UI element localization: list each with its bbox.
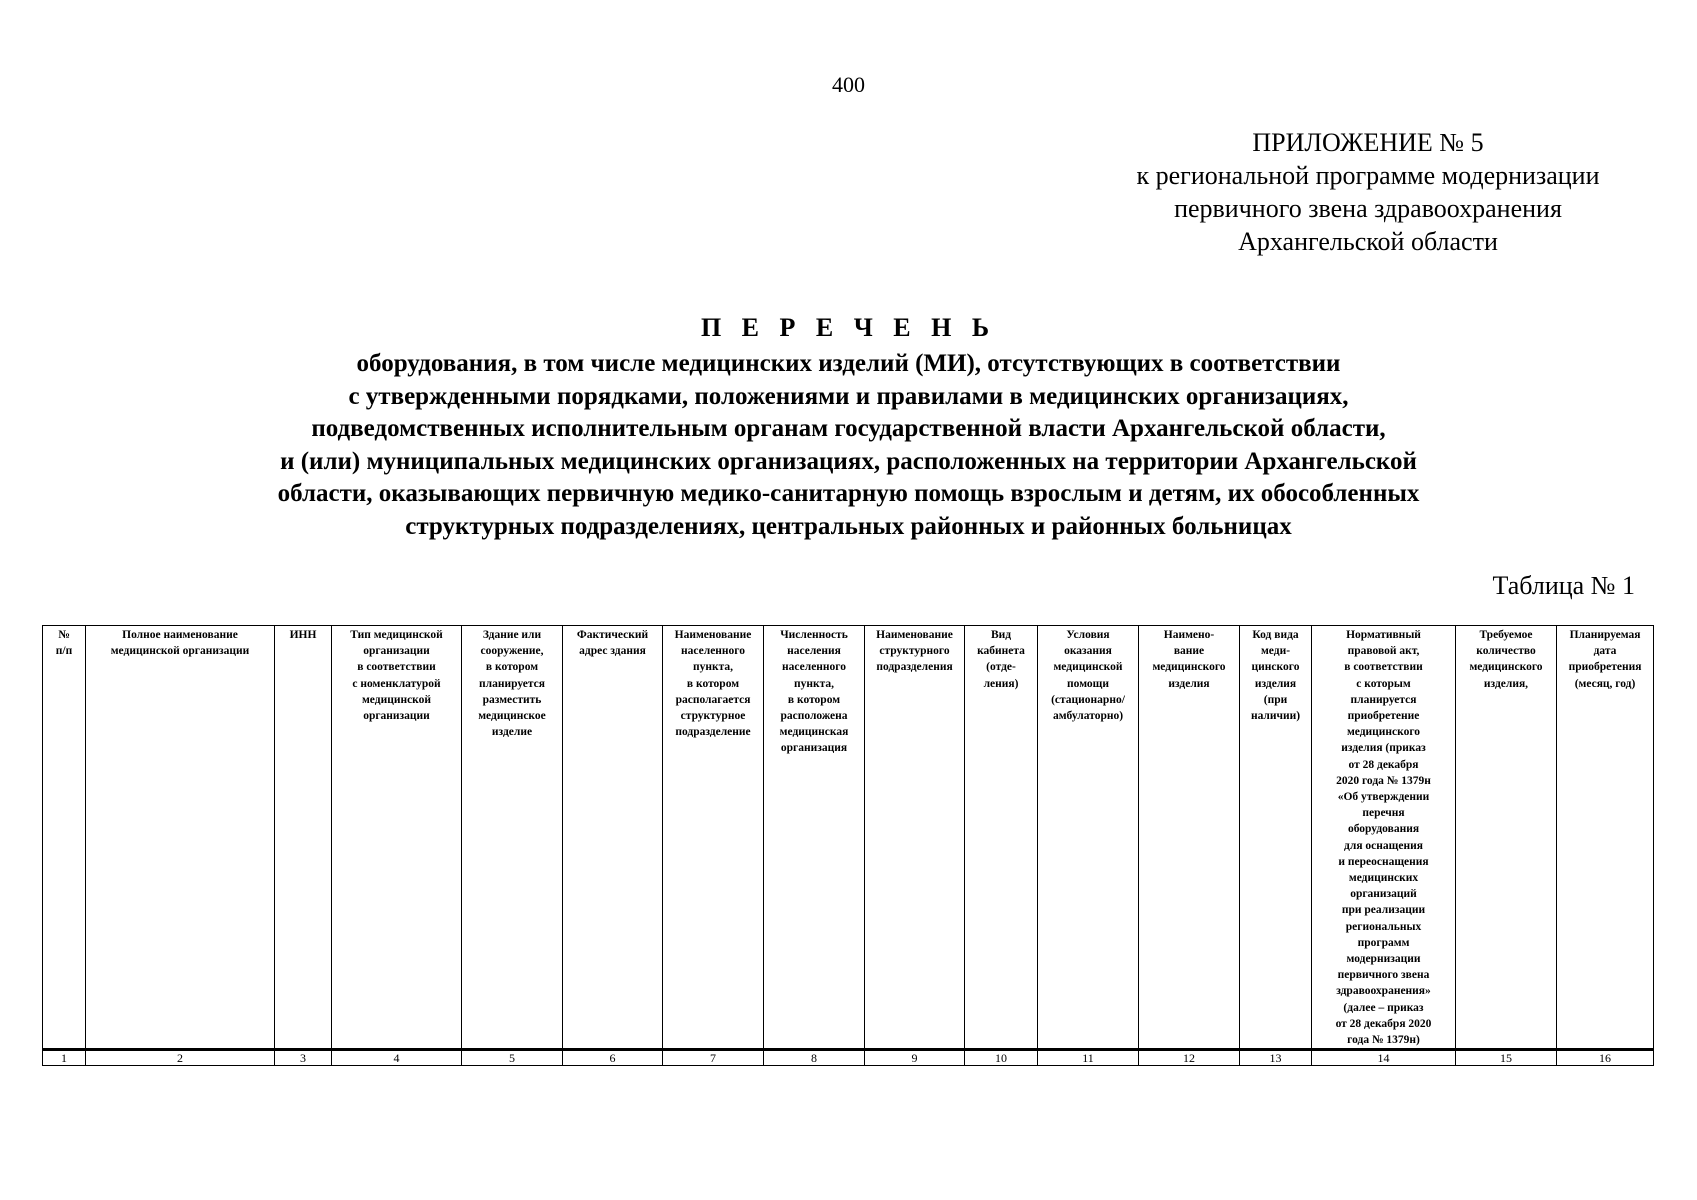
page-number: 400	[832, 72, 865, 97]
column-header-line: подразделения	[876, 661, 953, 674]
column-header-line: Тип медицинской	[350, 629, 443, 641]
column-header-line: медицинской	[361, 693, 432, 706]
column-header-line: первичного звена	[1337, 969, 1430, 982]
column-header-line: (стационарно/	[1051, 693, 1125, 706]
column-header-line: пункта,	[793, 677, 835, 690]
column-header-line: Полное наименование	[122, 629, 238, 641]
column-number-cell: 7	[663, 1050, 764, 1066]
column-header-cell	[1557, 626, 1654, 1050]
column-number-cell: 11	[1038, 1050, 1139, 1066]
column-header-line: изделия,	[1483, 677, 1529, 690]
column-header-line: №	[58, 629, 70, 641]
column-header-line: с которым	[1356, 677, 1411, 690]
column-header-line: модернизации	[1346, 953, 1421, 966]
column-header-cell	[1456, 626, 1557, 1050]
column-header-line: оказания	[1064, 645, 1112, 658]
column-header-line: структурное	[680, 710, 746, 723]
column-header-line: организация	[780, 742, 848, 755]
column-header-line: Требуемое	[1479, 629, 1533, 641]
column-number-row	[43, 1050, 1654, 1066]
table-header-row	[43, 626, 1654, 1050]
column-header-line: помощи	[1067, 677, 1109, 690]
column-header-line: правовой акт,	[1347, 645, 1420, 658]
column-header-line: медицинского	[1346, 726, 1421, 739]
column-header-line: изделия	[1168, 677, 1210, 690]
column-header-line: дата	[1593, 645, 1617, 658]
column-header-line: перечня	[1362, 807, 1405, 820]
column-header-line: Нормативный	[1346, 629, 1421, 641]
column-header-line: программ	[1357, 936, 1410, 949]
column-header-line: изделие	[491, 726, 533, 739]
column-number-cell: 12	[1139, 1050, 1240, 1066]
column-header-line: в котором	[686, 677, 740, 690]
column-header-line: региональных	[1345, 920, 1422, 933]
column-header-cell	[43, 626, 86, 1050]
column-header-line: планируется	[1350, 693, 1417, 706]
column-header-line: «Об утверждении	[1337, 791, 1430, 804]
document-subtitle	[0, 348, 1697, 543]
column-header-line: цинского	[1251, 661, 1300, 674]
column-header-line: Планируемая	[1569, 629, 1641, 641]
column-header-line: вание	[1173, 645, 1205, 658]
column-number-cell: 9	[865, 1050, 965, 1066]
column-header-line: от 28 декабря 2020	[1335, 1017, 1432, 1030]
column-header-line: подразделение	[675, 726, 751, 739]
column-header-line: (отде-	[986, 661, 1016, 674]
appendix-block	[1100, 126, 1636, 258]
column-header-line: медицинского	[1152, 661, 1226, 674]
column-header-line: организации	[363, 710, 430, 723]
subtitle-line: оборудования, в том числе медицинских изделий (МИ), отсутствующих в соответствии	[356, 350, 1341, 377]
column-header-cell	[462, 626, 563, 1050]
column-header-cell	[332, 626, 462, 1050]
column-header-cell	[663, 626, 764, 1050]
column-header-line: оборудования	[1347, 823, 1420, 836]
column-header-line: Вид	[990, 629, 1012, 641]
column-number-cell: 2	[86, 1050, 275, 1066]
column-number-cell: 16	[1557, 1050, 1654, 1066]
column-header-line: года № 1379н)	[1347, 1034, 1420, 1047]
column-header-cell	[764, 626, 865, 1050]
column-header-line: разместить	[482, 693, 542, 706]
appendix-line: Архангельской области	[1238, 227, 1498, 256]
column-header-line: структурного	[879, 645, 950, 658]
column-header-line: Здание или	[482, 629, 542, 641]
column-header-line: организаций	[1350, 888, 1417, 901]
column-header-line: пункта,	[692, 661, 734, 674]
column-header-line: изделия (приказ	[1341, 742, 1426, 755]
column-header-line: изделия	[1254, 677, 1297, 690]
equipment-table	[42, 625, 1654, 1066]
subtitle-line: и (или) муниципальных медицинских организациях, расположенных на территории Архангельской	[280, 447, 1417, 475]
column-number-cell: 1	[43, 1050, 86, 1066]
column-header-line: 2020 года № 1379н	[1336, 774, 1431, 787]
column-header-cell	[1139, 626, 1240, 1050]
column-header-line: (при	[1263, 693, 1288, 706]
column-header-cell	[1038, 626, 1139, 1050]
appendix-line: к региональной программе модернизации	[1136, 161, 1600, 190]
column-header-cell	[965, 626, 1038, 1050]
column-header-line: медицинская	[779, 726, 849, 739]
column-header-cell	[275, 626, 332, 1050]
subtitle-line: с утвержденными порядками, положениями и правилами в медицинских организациях,	[348, 382, 1349, 410]
column-header-line: количество	[1476, 645, 1536, 658]
column-header-line: адрес здания	[579, 645, 646, 658]
column-header-cell	[86, 626, 275, 1050]
column-header-line: медицинской	[1053, 661, 1123, 674]
appendix-line: ПРИЛОЖЕНИЕ № 5	[1252, 128, 1484, 157]
column-header-line: медицинских	[1348, 872, 1419, 885]
column-header-line: медицинской организации	[110, 645, 250, 658]
column-header-line: кабинета	[977, 645, 1025, 658]
column-header-line: в котором	[787, 693, 841, 706]
column-header-line: наличии)	[1250, 710, 1301, 723]
column-header-line: (месяц, год)	[1574, 677, 1636, 690]
subtitle-line: подведомственных исполнительным органам государственной власти Архангельской области,	[311, 415, 1386, 442]
column-header-line: в соответствии	[357, 661, 436, 674]
column-header-line: в котором	[485, 661, 539, 674]
column-header-line: населенного	[782, 661, 846, 674]
column-header-line: населенного	[681, 645, 745, 658]
column-header-line: Численность	[780, 629, 848, 641]
subtitle-line: структурных подразделениях, центральных районных и районных больницах	[405, 512, 1292, 540]
column-number-cell: 3	[275, 1050, 332, 1066]
column-header-line: меди-	[1260, 645, 1291, 658]
column-header-cell	[865, 626, 965, 1050]
column-number-cell: 13	[1240, 1050, 1312, 1066]
column-number-cell: 4	[332, 1050, 462, 1066]
column-header-line: медицинское	[478, 710, 546, 723]
column-header-line: от 28 декабря	[1348, 758, 1419, 771]
column-header-line: организации	[363, 645, 430, 658]
document-title: П Е Р Е Ч Е Н Ь	[700, 313, 997, 342]
column-header-line: Наимено-	[1163, 629, 1215, 641]
column-number-cell: 8	[764, 1050, 865, 1066]
column-header-line: с номенклатурой	[352, 677, 441, 690]
column-header-line: Наименование	[876, 629, 953, 641]
column-header-line: приобретение	[1347, 710, 1420, 723]
column-number-cell: 15	[1456, 1050, 1557, 1066]
column-header-line: при реализации	[1341, 904, 1426, 917]
column-header-line: ления)	[983, 677, 1019, 690]
column-header-line: сооружение,	[480, 645, 544, 658]
column-header-line: ИНН	[289, 629, 317, 641]
appendix-line: первичного звена здравоохранения	[1174, 194, 1562, 223]
column-number-cell: 6	[563, 1050, 663, 1066]
column-header-line: здравоохранения»	[1336, 985, 1431, 998]
column-number-cell: 14	[1312, 1050, 1456, 1066]
column-header-line: в соответствии	[1344, 661, 1423, 674]
column-header-line: Условия	[1066, 629, 1110, 641]
column-header-cell	[563, 626, 663, 1050]
column-header-cell	[1240, 626, 1312, 1050]
column-header-line: располагается	[675, 693, 751, 706]
subtitle-line: области, оказывающих первичную медико-санитарную помощь взрослым и детям, их обособленных	[277, 480, 1420, 507]
column-header-line: Код вида	[1252, 629, 1299, 641]
column-number-cell: 5	[462, 1050, 563, 1066]
column-header-line: расположена	[780, 710, 848, 723]
column-header-line: планируется	[479, 677, 545, 690]
column-header-line: и переоснащения	[1338, 855, 1429, 868]
column-header-line: (далее – приказ	[1343, 1001, 1424, 1014]
column-header-line: п/п	[55, 645, 73, 658]
table-label: Таблица № 1	[1492, 571, 1635, 600]
column-header-line: Фактический	[576, 629, 649, 641]
column-number-cell: 10	[965, 1050, 1038, 1066]
column-header-line: для оснащения	[1344, 839, 1423, 852]
column-header-line: приобретения	[1568, 661, 1642, 674]
column-header-line: амбулаторно)	[1052, 710, 1124, 723]
column-header-line: медицинского	[1469, 661, 1543, 674]
column-header-cell	[1312, 626, 1456, 1050]
column-header-line: Наименование	[674, 629, 752, 641]
column-header-line: населения	[787, 645, 841, 658]
